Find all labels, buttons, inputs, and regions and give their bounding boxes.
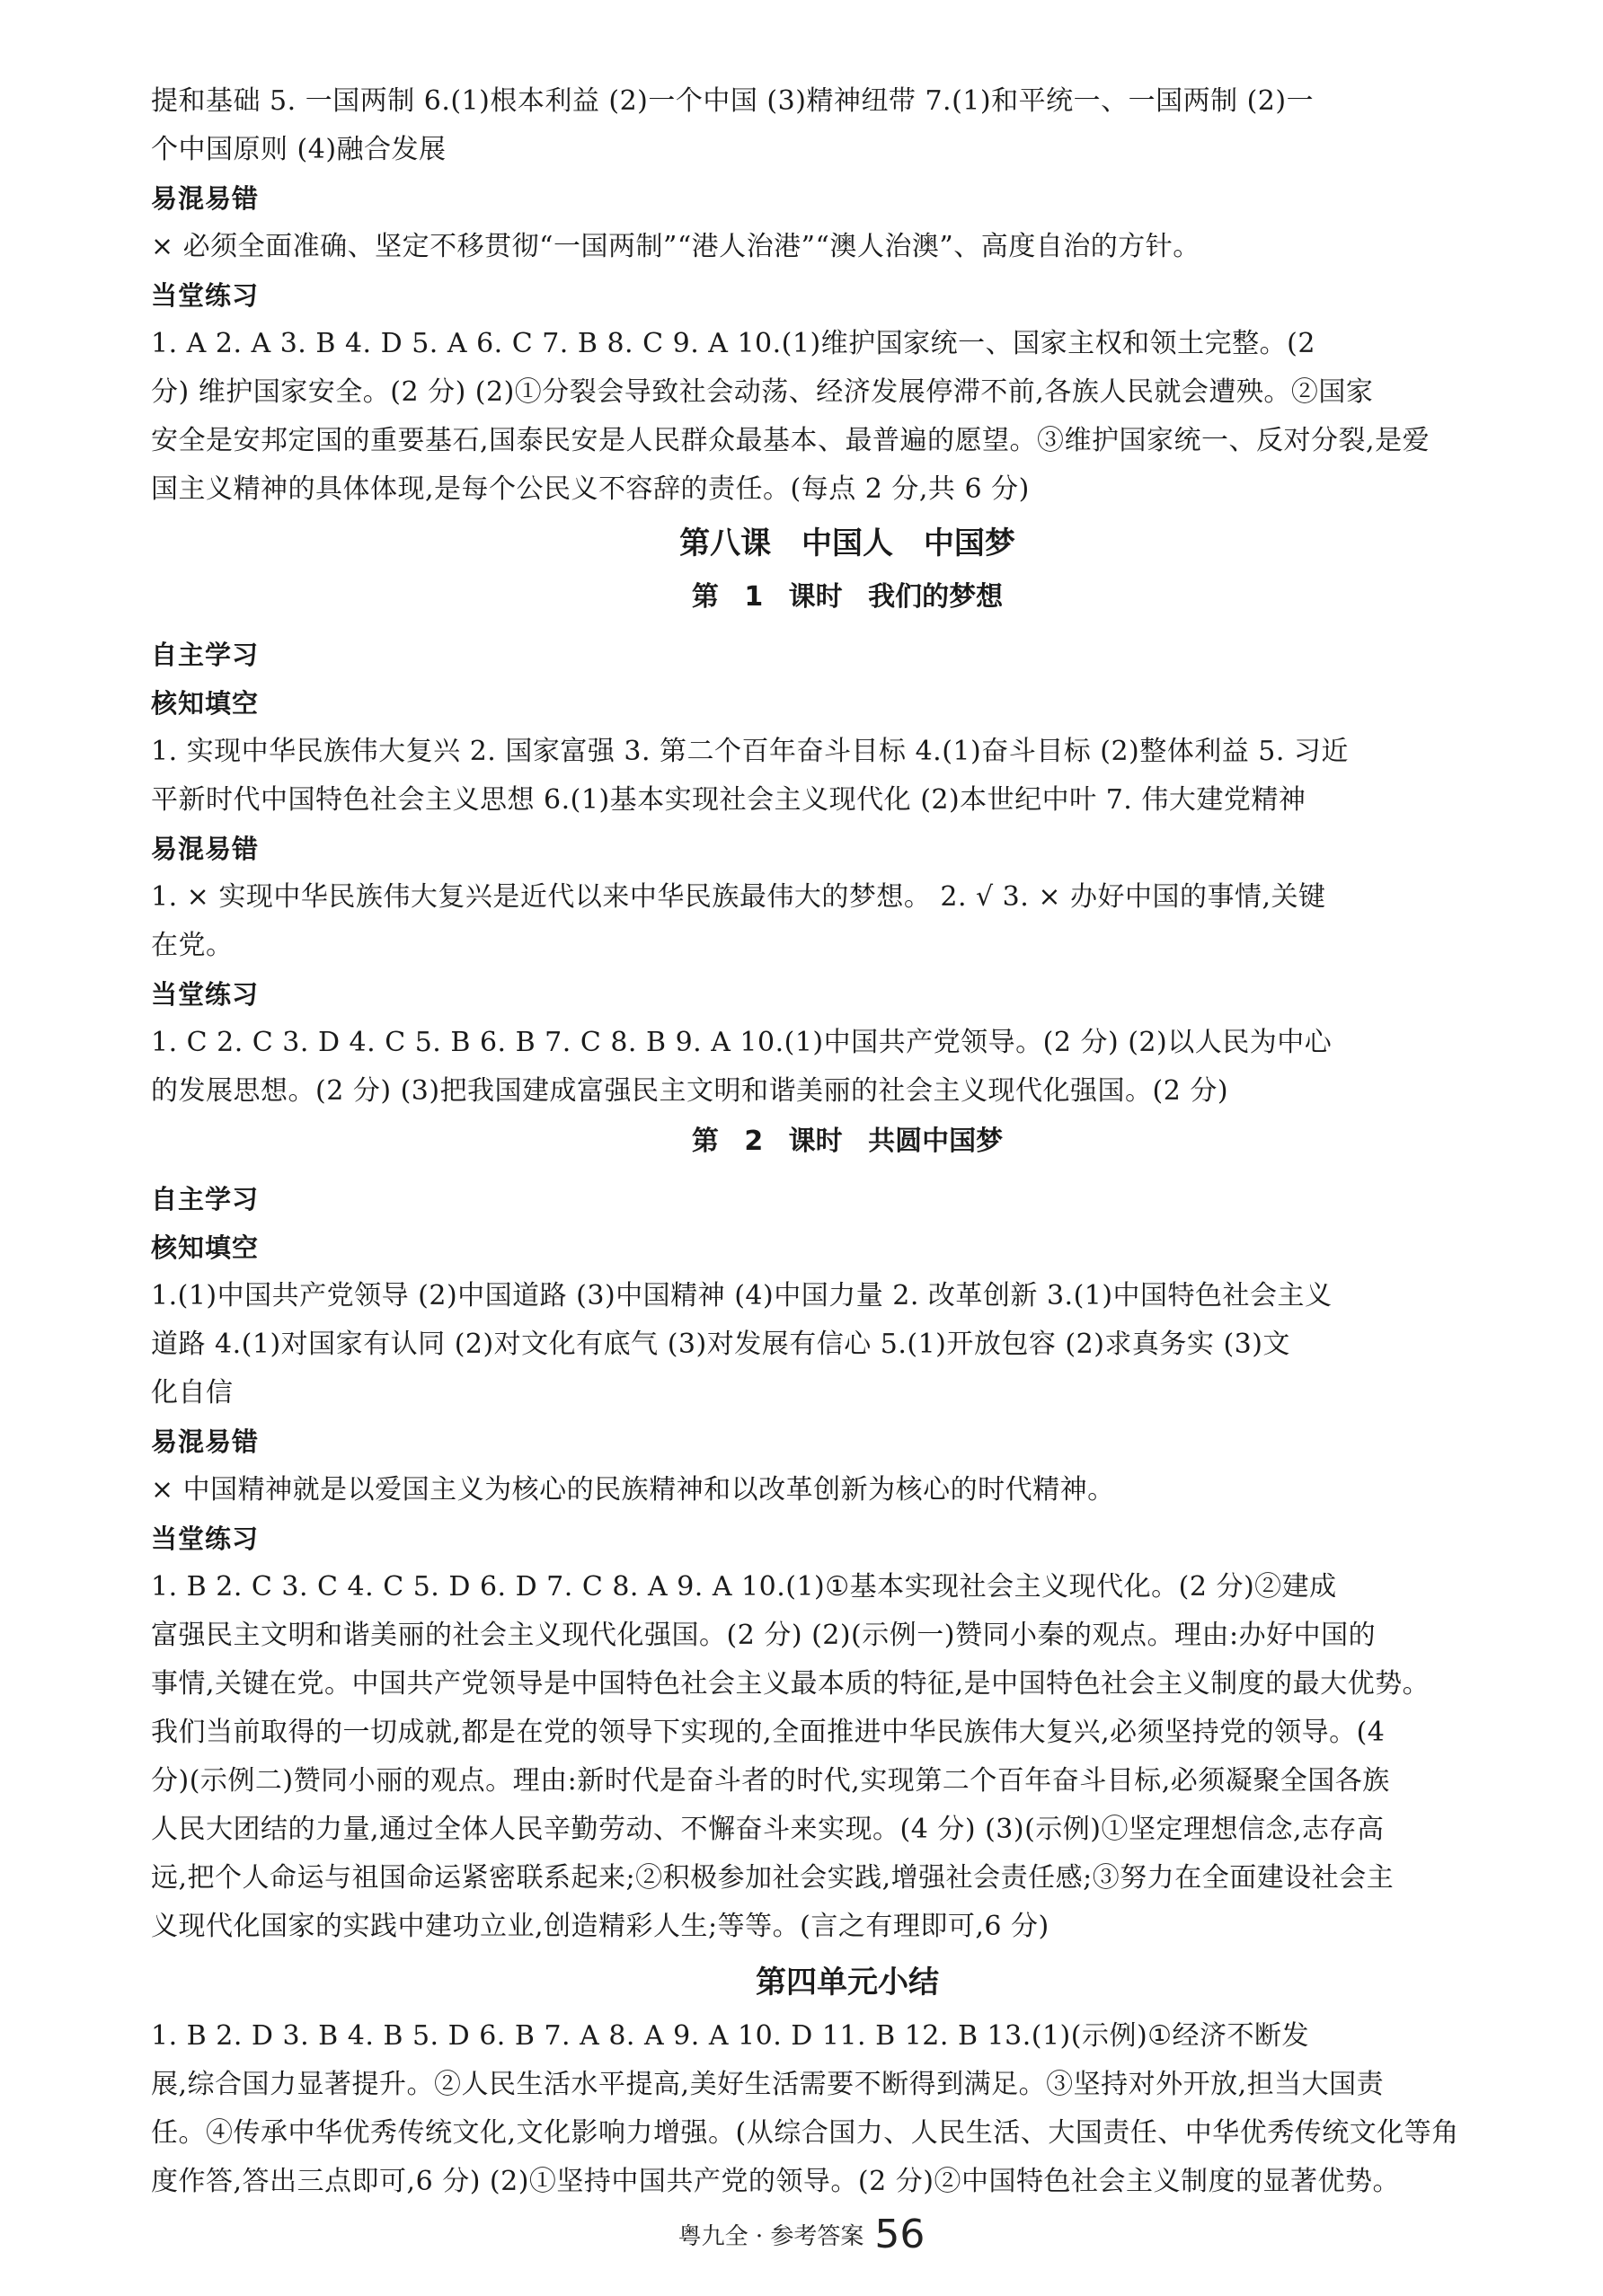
footer-text: 粤九全 · 参考答案 (678, 2223, 864, 2250)
unit-summary-title: 第四单元小结 (756, 1965, 939, 2000)
section-label-self-study: 自主学习 (151, 1184, 260, 1214)
answer-line: 的发展思想。(2 分) (3)把我国建成富强民主文明和谐美丽的社会主义现代化强国。(2 分) (151, 1075, 1229, 1107)
answer-line: 义现代化国家的实践中建功立业,创造精彩人生;等等。(言之有理即可,6 分) (151, 1911, 1049, 1942)
answer-line: 1. B 2. C 3. C 4. C 5. D 6. D 7. C 8. A 9. A 10.(1)①基本实现社会主义现代化。(2 分)②建成 (151, 1571, 1337, 1603)
answer-line: 安全是安邦定国的重要基石,国泰民安是人民群众最基本、最普遍的愿望。③维护国家统一、反对分裂,是爱 (151, 425, 1430, 456)
section-label-fill: 核知填空 (151, 1232, 260, 1263)
answer-line: 分)(示例二)赞同小丽的观点。理由:新时代是奋斗者的时代,实现第二个百年奋斗目标,必须凝聚全国各族 (151, 1765, 1390, 1797)
section-label-practice: 当堂练习 (151, 979, 260, 1010)
answer-line: × 必须全面准确、坚定不移贯彻“一国两制”“港人治港”“澳人治澳”、高度自治的方针。 (151, 231, 1200, 262)
answer-line: 1. A 2. A 3. B 4. D 5. A 6. C 7. B 8. C 9. A 10.(1)维护国家统一、国家主权和领土完整。(2 (151, 328, 1315, 359)
answer-line: 化自信 (151, 1377, 234, 1409)
answer-line: 1. 实现中华民族伟大复兴 2. 国家富强 3. 第二个百年奋斗目标 4.(1)奋斗目标 (2)整体利益 5. 习近 (151, 736, 1349, 767)
lesson-title: 第八课 中国人 中国梦 (679, 525, 1015, 561)
answer-line: 分) 维护国家安全。(2 分) (2)①分裂会导致社会动荡、经济发展停滞不前,各族人民就会遭殃。②国家 (151, 376, 1374, 408)
answer-line: 人民大团结的力量,通过全体人民辛勤劳动、不懈奋斗来实现。(4 分) (3)(示例)①坚定理想信念,志存高 (151, 1814, 1385, 1845)
section-label-practice: 当堂练习 (151, 280, 260, 311)
answer-line: 度作答,答出三点即可,6 分) (2)①坚持中国共产党的领导。(2 分)②中国特色社会主义制度的显著优势。 (151, 2166, 1400, 2197)
answer-line: 在党。 (151, 930, 234, 961)
answer-line: 任。④传承中华优秀传统文化,文化影响力增强。(从综合国力、人民生活、大国责任、中华优秀传统文化等角 (151, 2117, 1459, 2149)
section-label-confusion: 易混易错 (151, 183, 260, 214)
section-label-practice: 当堂练习 (151, 1523, 260, 1554)
answer-line: 展,综合国力显著提升。②人民生活水平提高,美好生活需要不断得到满足。③坚持对外开放,担当大国责 (151, 2069, 1385, 2100)
answer-line: 事情,关键在党。中国共产党领导是中国特色社会主义最本质的特征,是中国特色社会主义制度的最大优势。 (151, 1668, 1430, 1700)
answer-line: × 中国精神就是以爱国主义为核心的民族精神和以改革创新为核心的时代精神。 (151, 1474, 1115, 1506)
answer-line: 国主义精神的具体体现,是每个公民义不容辞的责任。(每点 2 分,共 6 分) (151, 473, 1030, 505)
section-label-confusion: 易混易错 (151, 834, 260, 864)
page-footer (0, 2212, 1603, 2257)
answer-line: 提和基础 5. 一国两制 6.(1)根本利益 (2)一个中国 (3)精神纽带 7.(1)和平统一、一国两制 (2)一 (151, 85, 1315, 117)
answer-line: 富强民主文明和谐美丽的社会主义现代化强国。(2 分) (2)(示例一)赞同小秦的观点。理由:办好中国的 (151, 1620, 1377, 1651)
answer-line: 道路 4.(1)对国家有认同 (2)对文化有底气 (3)对发展有信心 5.(1)开放包容 (2)求真务实 (3)文 (151, 1329, 1290, 1360)
answer-line: 1.(1)中国共产党领导 (2)中国道路 (3)中国精神 (4)中国力量 2. 改革创新 3.(1)中国特色社会主义 (151, 1280, 1333, 1311)
section-label-self-study: 自主学习 (151, 640, 260, 670)
answer-line: 1. C 2. C 3. D 4. C 5. B 6. B 7. C 8. B 9. A 10.(1)中国共产党领导。(2 分) (2)以人民为中心 (151, 1027, 1333, 1058)
period-title-2: 第 2 课时 共圆中国梦 (691, 1126, 1004, 1157)
answer-line: 我们当前取得的一切成就,都是在党的领导下实现的,全面推进中华民族伟大复兴,必须坚持党的领导。(4 (151, 1717, 1386, 1748)
answer-line: 远,把个人命运与祖国命运紧密联系起来;②积极参加社会实践,增强社会责任感;③努力在全面建设社会主 (151, 1862, 1395, 1894)
answer-line: 平新时代中国特色社会主义思想 6.(1)基本实现社会主义现代化 (2)本世纪中叶 7. 伟大建党精神 (151, 784, 1306, 816)
section-label-fill: 核知填空 (151, 688, 260, 719)
section-label-confusion: 易混易错 (151, 1426, 260, 1457)
page-number: 56 (874, 2212, 925, 2257)
page-content (151, 77, 1544, 2206)
period-title-1: 第 1 课时 我们的梦想 (691, 581, 1004, 613)
answer-line: 1. B 2. D 3. B 4. B 5. D 6. B 7. A 8. A 9. A 10. D 11. B 12. B 13.(1)(示例)①经济不断发 (151, 2020, 1310, 2052)
answer-line: 个中国原则 (4)融合发展 (151, 134, 447, 165)
answer-line: 1. × 实现中华民族伟大复兴是近代以来中华民族最伟大的梦想。 2. √ 3. × 办好中国的事情,关键 (151, 881, 1326, 913)
